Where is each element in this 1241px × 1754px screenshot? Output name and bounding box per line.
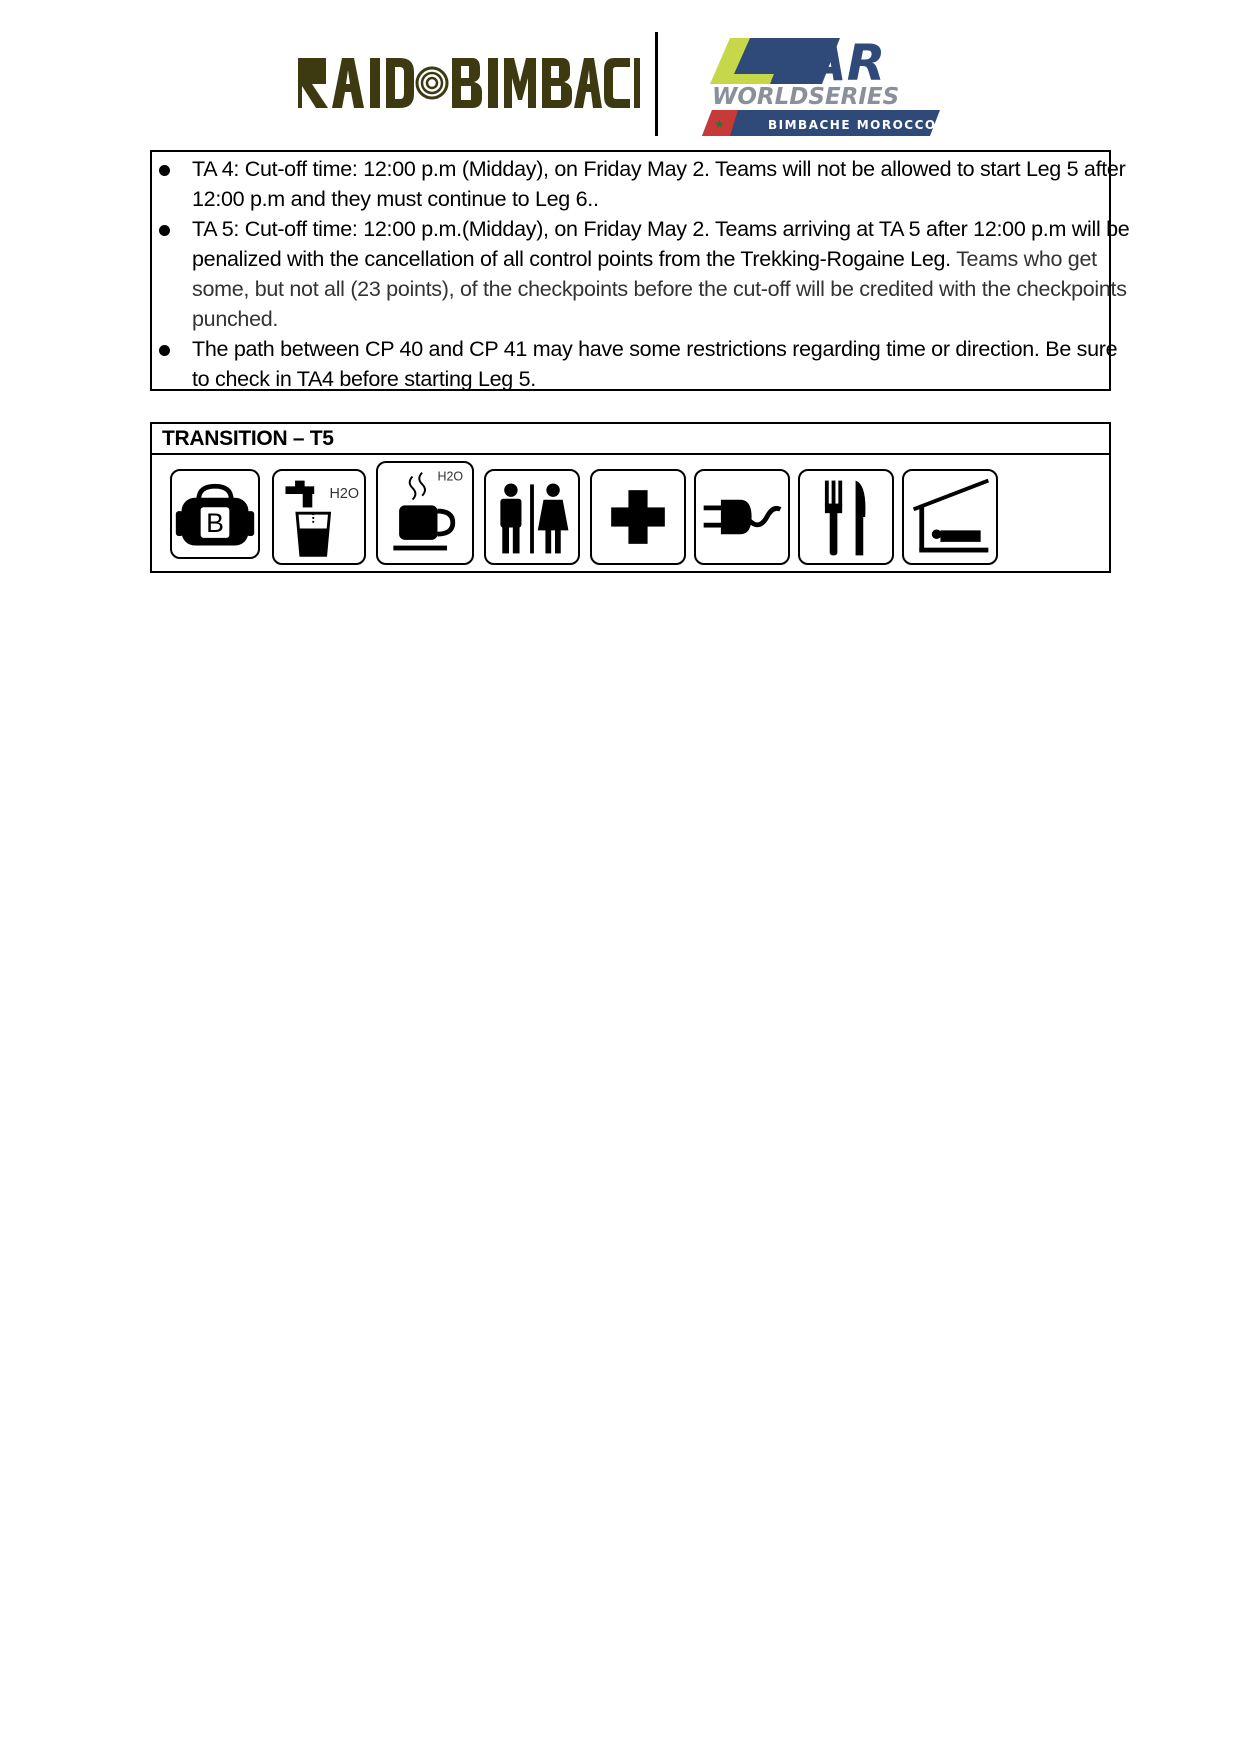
list-item xyxy=(152,214,1137,334)
water-tap-icon xyxy=(272,469,366,565)
logo-divider xyxy=(655,32,658,136)
toilets-icon xyxy=(484,469,580,565)
note-text: TA 5: Cut-off time: 12:00 p.m.(Midday), on Friday May 2. Teams arriving at TA 5 after 12:00 p.m will be penalized with the cancellation of all control points from the Trekking-Rogaine Leg. xyxy=(192,217,1130,271)
note-text-continued: Teams who get some, but not all (23 points), of the checkpoints before the cut-off will be credited with the checkpoints punched. xyxy=(192,247,1127,331)
svg-text:AR: AR xyxy=(808,34,886,92)
bullet-dot xyxy=(159,345,170,356)
medical-cross-icon xyxy=(590,469,686,565)
h2o-label: H2O xyxy=(437,469,464,484)
hot-drink-icon xyxy=(376,461,474,565)
transition-box xyxy=(150,422,1111,573)
note-text: TA 4: Cut-off time: 12:00 p.m (Midday), on Friday May 2. Teams will not be allowed to start Leg 5 after 12:00 p.m and they must continue to Leg 6.. xyxy=(192,157,1126,211)
cutoff-notes-box xyxy=(150,150,1130,391)
power-plug-icon xyxy=(694,469,790,565)
sleep-shelter-icon xyxy=(902,469,998,565)
bag-b-icon xyxy=(170,469,260,559)
page-header xyxy=(0,0,1241,140)
transition-icons xyxy=(152,457,1109,571)
bag-b-label: B xyxy=(206,508,224,539)
list-item xyxy=(152,154,1132,214)
ar-event-text: BIMBACHE MOROCCO 2025 xyxy=(768,118,982,132)
note-text-block xyxy=(192,217,1129,331)
food-icon xyxy=(798,469,894,565)
raid-bimbache-logo xyxy=(296,52,640,110)
h2o-label: H2O xyxy=(329,485,360,502)
note-text: The path between CP 40 and CP 41 may have some restrictions regarding time or direction. Be sure to check in TA4 before starting Leg 5. xyxy=(192,337,1118,391)
ar-world-series-logo xyxy=(690,30,982,136)
list-item xyxy=(152,334,1132,394)
bullet-dot xyxy=(159,225,170,236)
svg-text:WORLDSERIES: WORLDSERIES xyxy=(712,84,900,110)
transition-title: TRANSITION – T5 xyxy=(152,424,1109,455)
bullet-dot xyxy=(159,165,170,176)
svg-text:★: ★ xyxy=(714,117,725,131)
